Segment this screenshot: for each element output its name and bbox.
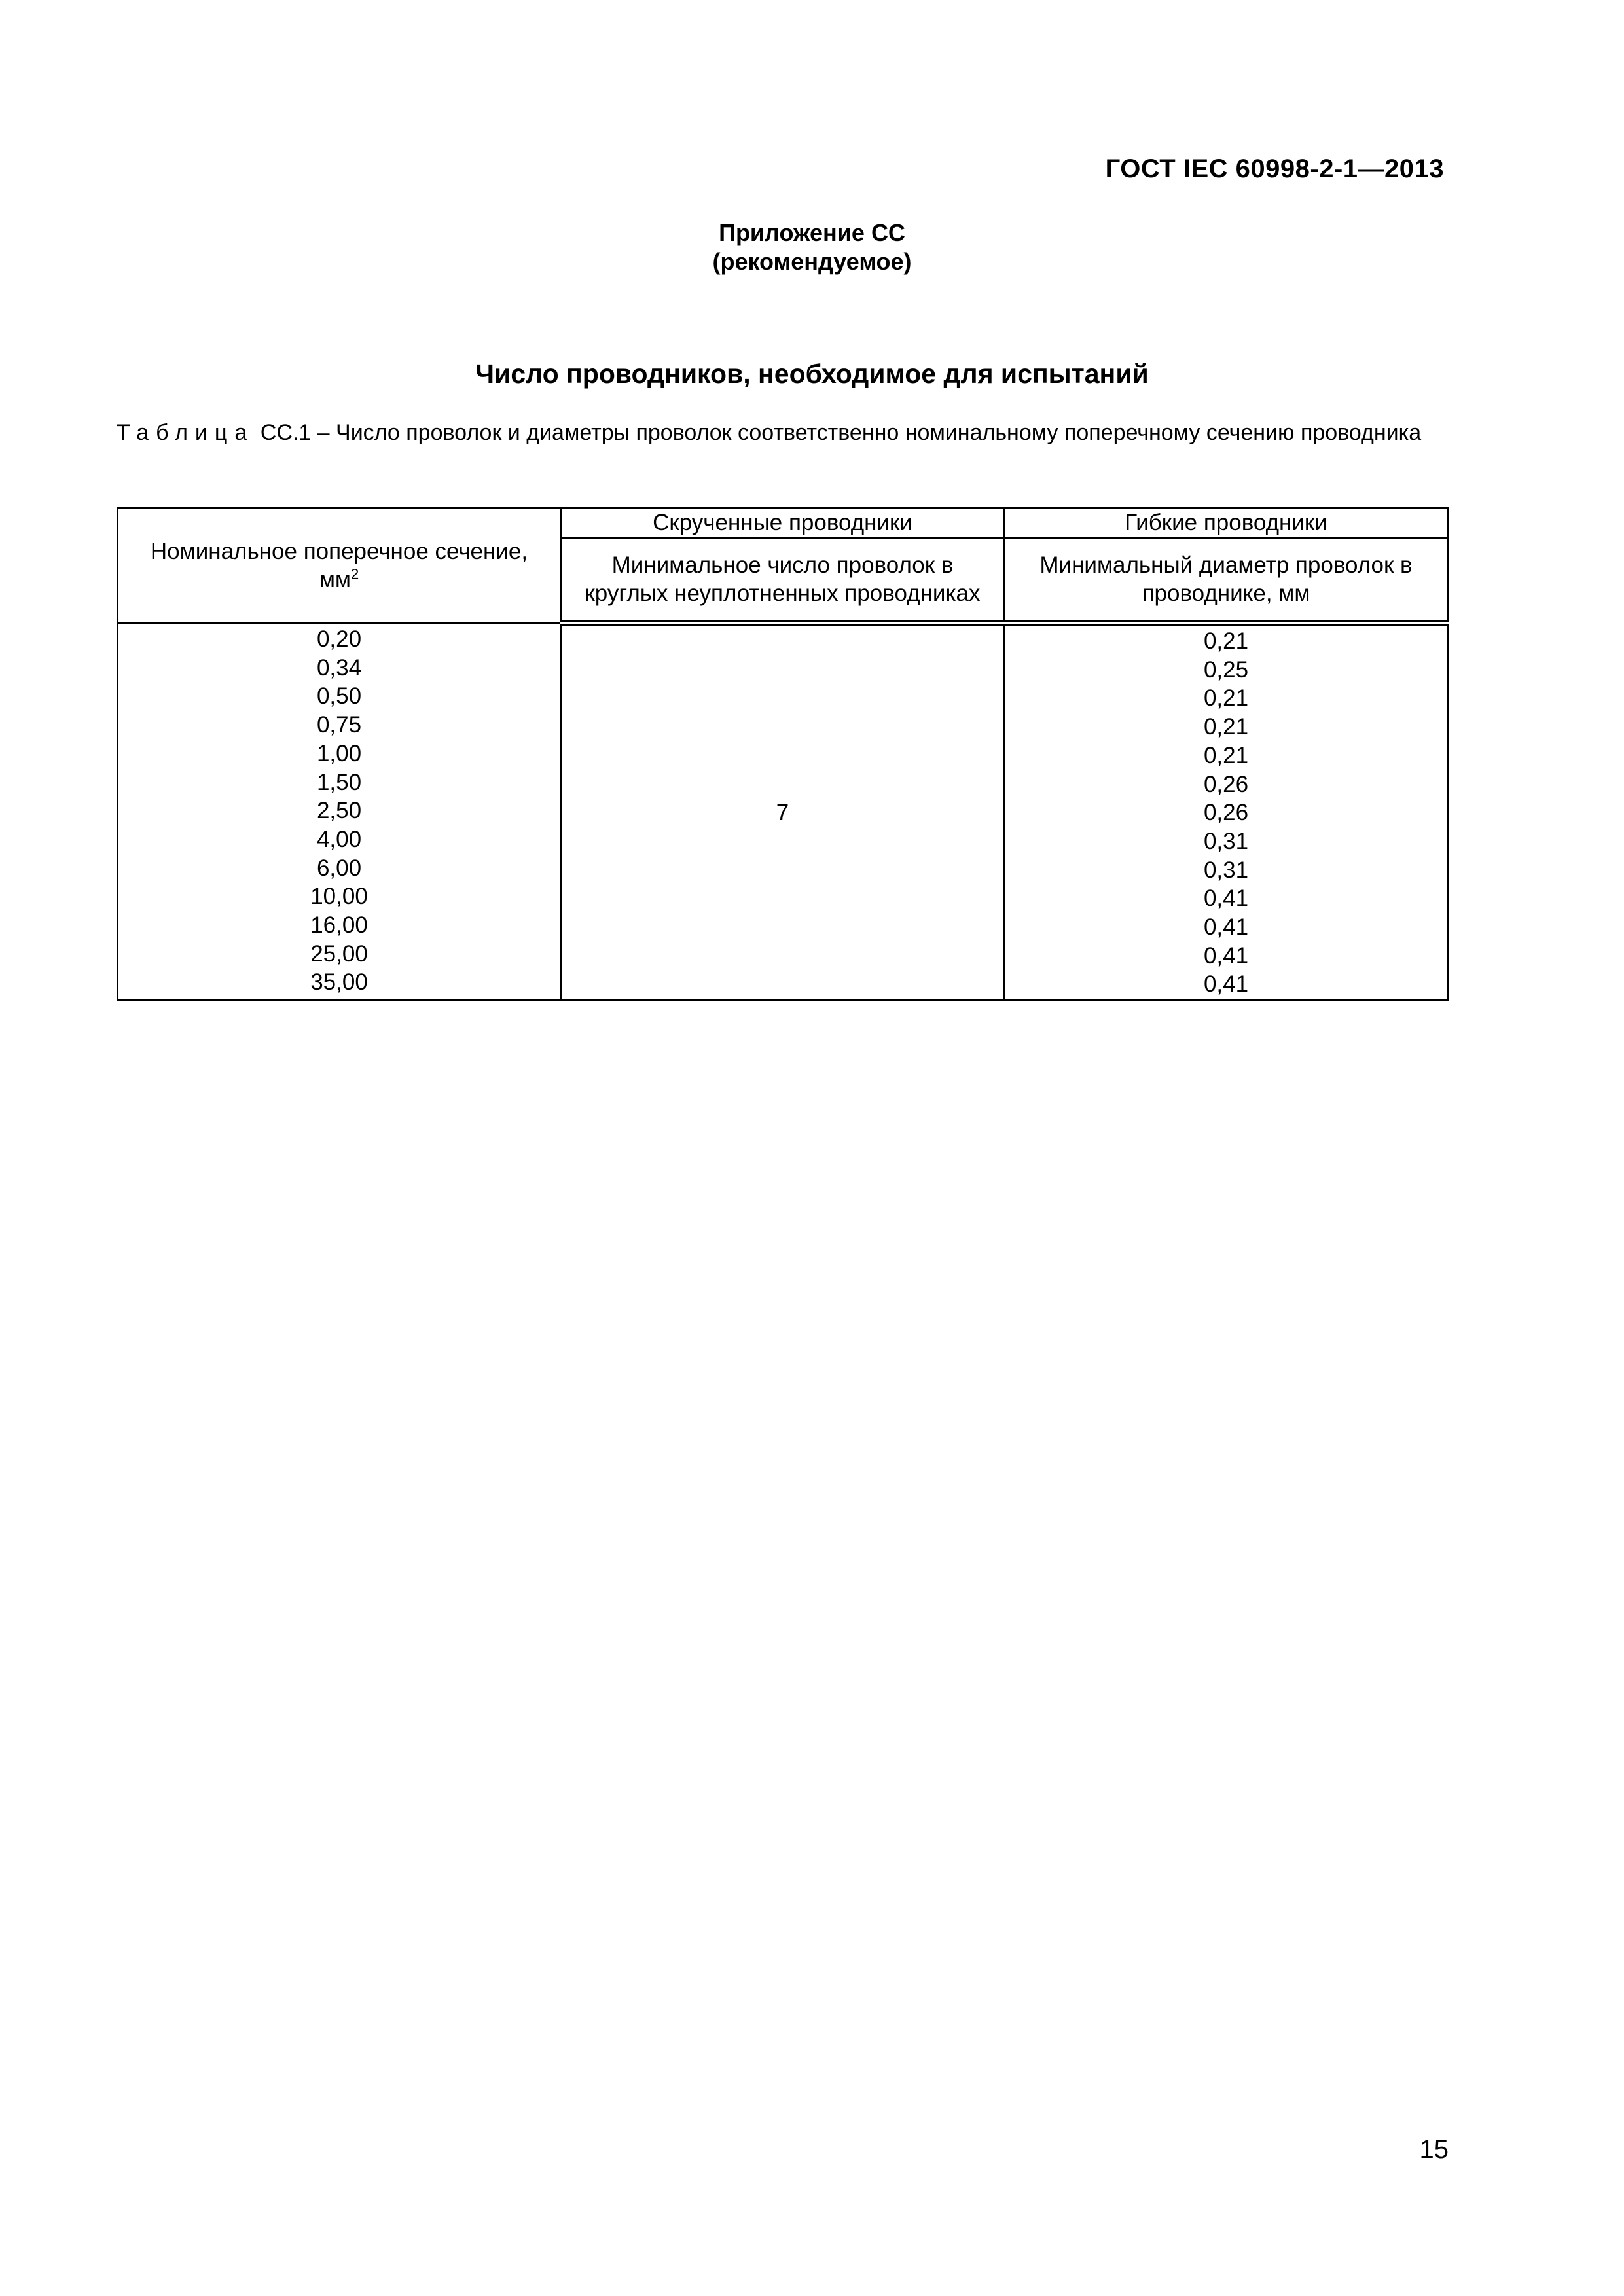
cross-section-value: 25,00 (310, 941, 368, 967)
cross-section-value: 35,00 (310, 969, 368, 996)
page-number: 15 (1419, 2135, 1449, 2164)
min-diameter-value: 0,41 (1203, 971, 1249, 997)
header-group-stranded: Скрученные проводники (561, 508, 1005, 538)
standard-number: ГОСТ IEC 60998-2-1—2013 (1105, 154, 1444, 183)
annex-title: Приложение СС (719, 219, 905, 246)
table-caption-text: СС.1 – Число проволок и диаметры проволок соответственно номинальному поперечному сечению проводника (260, 420, 1422, 445)
min-diameter-value: 0,41 (1203, 914, 1249, 941)
min-diameter-value: 0,21 (1203, 714, 1249, 740)
cross-section-value: 2,50 (316, 798, 362, 824)
cross-section-value: 16,00 (310, 912, 368, 939)
min-diameter-value: 0,31 (1203, 857, 1249, 883)
min-diameter-value: 0,26 (1203, 800, 1249, 826)
min-diameter-values (1005, 623, 1448, 1000)
conductors-table (117, 507, 1449, 1001)
min-diameter-value: 0,26 (1203, 771, 1249, 797)
cross-section-value: 4,00 (316, 826, 362, 852)
header-cross-section (118, 508, 561, 623)
min-diameter-value: 0,31 (1203, 828, 1249, 854)
min-diameter-value: 0,41 (1203, 942, 1249, 969)
cross-section-value: 10,00 (310, 884, 368, 910)
min-wires-value: 7 (561, 623, 1005, 1000)
min-diameter-value: 0,21 (1203, 742, 1249, 768)
cross-section-value: 0,34 (316, 655, 362, 681)
cross-section-value: 0,20 (316, 626, 362, 652)
table-caption (117, 419, 1445, 447)
annex-heading (0, 219, 1624, 276)
header-min-wires: Минимальное число проволок в круглых неуплотненных проводниках (561, 538, 1005, 623)
min-diameter-value: 0,25 (1203, 656, 1249, 683)
cross-section-value: 6,00 (316, 855, 362, 881)
header-cross-section-text: Номинальное поперечное сечение, мм (150, 538, 528, 592)
header-group-flexible: Гибкие проводники (1005, 508, 1448, 538)
header-cross-section-sup: 2 (350, 565, 359, 582)
cross-section-values (118, 623, 561, 1000)
cross-section-value: 1,50 (316, 769, 362, 795)
min-diameter-value: 0,21 (1203, 628, 1249, 654)
min-diameter-value: 0,41 (1203, 886, 1249, 912)
annex-status: (рекомендуемое) (712, 248, 912, 275)
min-diameter-value: 0,21 (1203, 685, 1249, 711)
cross-section-value: 0,50 (316, 683, 362, 709)
cross-section-value: 1,00 (316, 740, 362, 766)
header-min-diameter: Минимальный диаметр проволок в проводнике, мм (1005, 538, 1448, 623)
table-caption-label: Таблица (117, 420, 255, 445)
cross-section-value: 0,75 (316, 712, 362, 738)
section-title: Число проводников, необходимое для испытаний (475, 359, 1149, 389)
